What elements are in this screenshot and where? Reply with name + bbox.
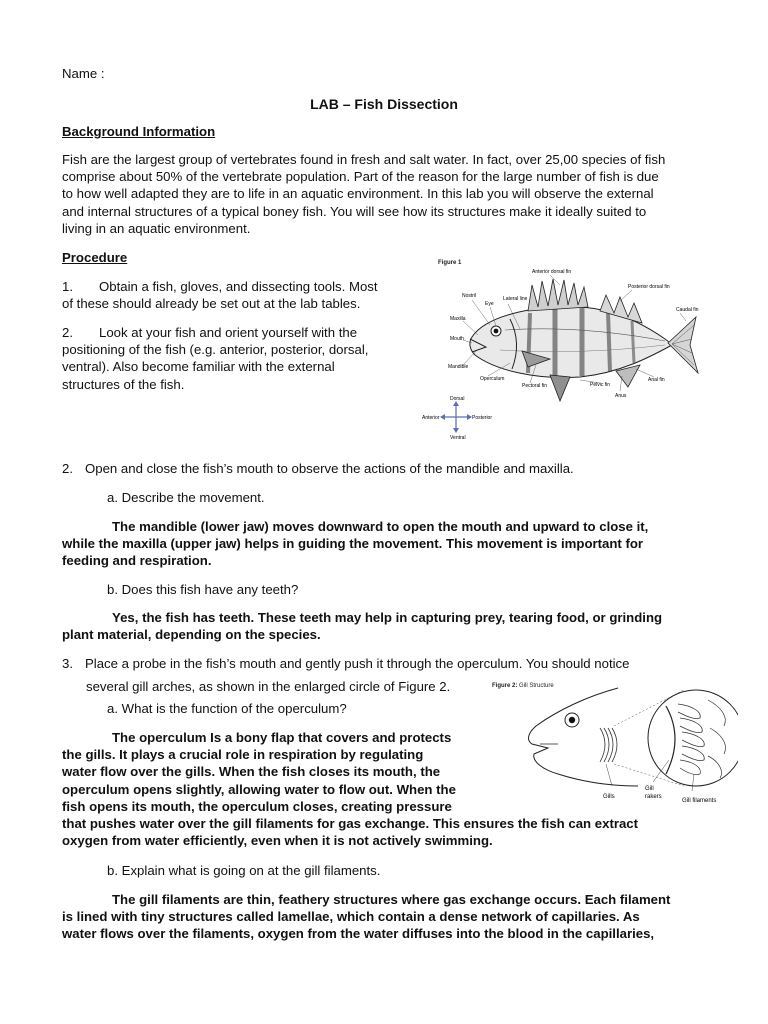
figure-2-title-rest: Gill Structure (517, 683, 554, 689)
label-pectoral-fin: Pectoral fin (522, 383, 548, 389)
background-heading: Background Information (62, 124, 216, 139)
label-operculum: Operculum (480, 376, 505, 382)
orientation-compass (440, 401, 472, 433)
label-mandible: Mandible (448, 364, 469, 370)
answer-line: The operculum Is a bony flap that covers and protects (112, 730, 452, 745)
figure-2 (488, 678, 738, 808)
answer-line: feeding and respiration. (62, 553, 212, 569)
label-anterior-dorsal-fin: Anterior dorsal fin (532, 269, 572, 275)
label-pelvic-fin: Pelvic fin (590, 382, 611, 388)
answer-line: The gill filaments are thin, feathery structures where gas exchange occurs. Each filament (112, 892, 671, 907)
fish-diagram (410, 255, 710, 445)
label-eye: Eye (485, 301, 494, 307)
question-2a: a. Describe the movement. (107, 490, 265, 505)
question-3-line-2: several gill arches, as shown in the enlarged circle of Figure 2. (86, 679, 451, 694)
background-line: Fish are the largest group of vertebrates found in fresh and salt water. In fact, over 25,00 species of fish (62, 152, 666, 167)
answer-line: that pushes water over the gill filaments for gas exchange. This ensures the fish can extract (62, 816, 639, 832)
answer-line: the gills. It plays a crucial role in respiration by regulating (62, 747, 424, 763)
question-number: 2. (62, 461, 73, 476)
answer-line: operculum opens slightly, allowing water to flow out. When the (62, 781, 456, 797)
procedure-step-2 (62, 324, 392, 393)
answer-2b (62, 609, 722, 643)
label-anterior: Anterior (422, 415, 440, 421)
step-text: structures of the fish. (62, 376, 185, 392)
question-number: 3. (62, 656, 73, 671)
answer-line: The mandible (lower jaw) moves downward to open the mouth and upward to close it, (112, 519, 649, 534)
label-gill-rakers-1: Gill (645, 786, 654, 792)
question-3a: a. What is the function of the operculum? (107, 701, 347, 716)
figure-2-title (492, 683, 554, 689)
name-label: Name : (62, 66, 105, 81)
background-line: and internal structures of a typical boney fish. You will see how its structures make it ideally suited to (62, 203, 647, 219)
question-3b: b. Explain what is going on at the gill filaments. (107, 863, 381, 878)
background-line: to how well adapted they are to life in an aquatic environment. In this lab you will observe the external (62, 186, 654, 202)
answer-line: plant material, depending on the species. (62, 627, 321, 643)
answer-3b (62, 891, 722, 943)
background-line: comprise about 50% of the vertebrate population. Part of the reason for the large number of fish is due (62, 169, 659, 185)
label-dorsal: Dorsal (450, 396, 465, 402)
step-text: Obtain a fish, gloves, and dissecting tools. Most (99, 279, 378, 294)
gill-structure-diagram (488, 678, 738, 808)
label-ventral: Ventral (450, 435, 466, 441)
label-anus: Anus (615, 393, 627, 399)
step-number: 2. (62, 325, 73, 340)
label-gills: Gills (603, 794, 615, 800)
answer-line: water flows over the filaments, oxygen from the water diffuses into the blood in the capillaries, (62, 926, 655, 942)
question-3 (62, 655, 629, 672)
figure-2-title-bold: Figure 2: (492, 683, 518, 689)
answer-line: fish opens its mouth, the operculum closes, creating pressure (62, 798, 452, 814)
answer-line: while the maxilla (upper jaw) helps in guiding the movement. This movement is important for (62, 536, 644, 552)
answer-2a (62, 518, 722, 570)
label-mouth: Mouth (450, 336, 464, 342)
question-2 (62, 460, 574, 477)
question-text: Place a probe in the fish’s mouth and gently push it through the operculum. You should notice (85, 656, 630, 671)
label-caudal-fin: Caudal fin (676, 307, 699, 313)
label-nostril: Nostril (462, 293, 477, 299)
answer-line: water flow over the gills. When the fish closes its mouth, the (62, 764, 441, 780)
procedure-heading: Procedure (62, 250, 128, 265)
label-lateral-line: Lateral line (503, 296, 528, 302)
label-posterior-dorsal-fin: Posterior dorsal fin (628, 284, 670, 290)
background-paragraph (62, 151, 712, 237)
question-2b: b. Does this fish have any teeth? (107, 582, 299, 597)
label-gill-filaments: Gill filaments (682, 798, 717, 804)
page-title: LAB – Fish Dissection (310, 96, 458, 112)
label-posterior: Posterior (472, 415, 493, 421)
answer-line: oxygen from water efficiently, even when it is not actively swimming. (62, 833, 493, 849)
label-anal-fin: Anal fin (648, 377, 665, 383)
question-text: Open and close the fish’s mouth to observe the actions of the mandible and maxilla. (85, 461, 574, 476)
label-gill-rakers-2: rakers (645, 794, 662, 800)
step-text: positioning of the fish (e.g. anterior, posterior, dorsal, (62, 342, 369, 358)
step-text: of these should already be set out at the lab tables. (62, 296, 361, 312)
label-maxilla: Maxilla (450, 316, 466, 322)
step-number: 1. (62, 279, 73, 294)
procedure-step-1 (62, 278, 392, 312)
step-text: ventral). Also become familiar with the external (62, 359, 335, 375)
background-line: living in an aquatic environment. (62, 220, 251, 236)
figure-1-title: Figure 1 (438, 260, 462, 266)
answer-line: is lined with tiny structures called lamellae, which contain a dense network of capillaries. As (62, 909, 640, 925)
answer-line: Yes, the fish has teeth. These teeth may help in capturing prey, tearing food, or grinding (112, 610, 663, 625)
figure-1 (410, 255, 710, 445)
step-text: Look at your fish and orient yourself with the (99, 325, 358, 340)
